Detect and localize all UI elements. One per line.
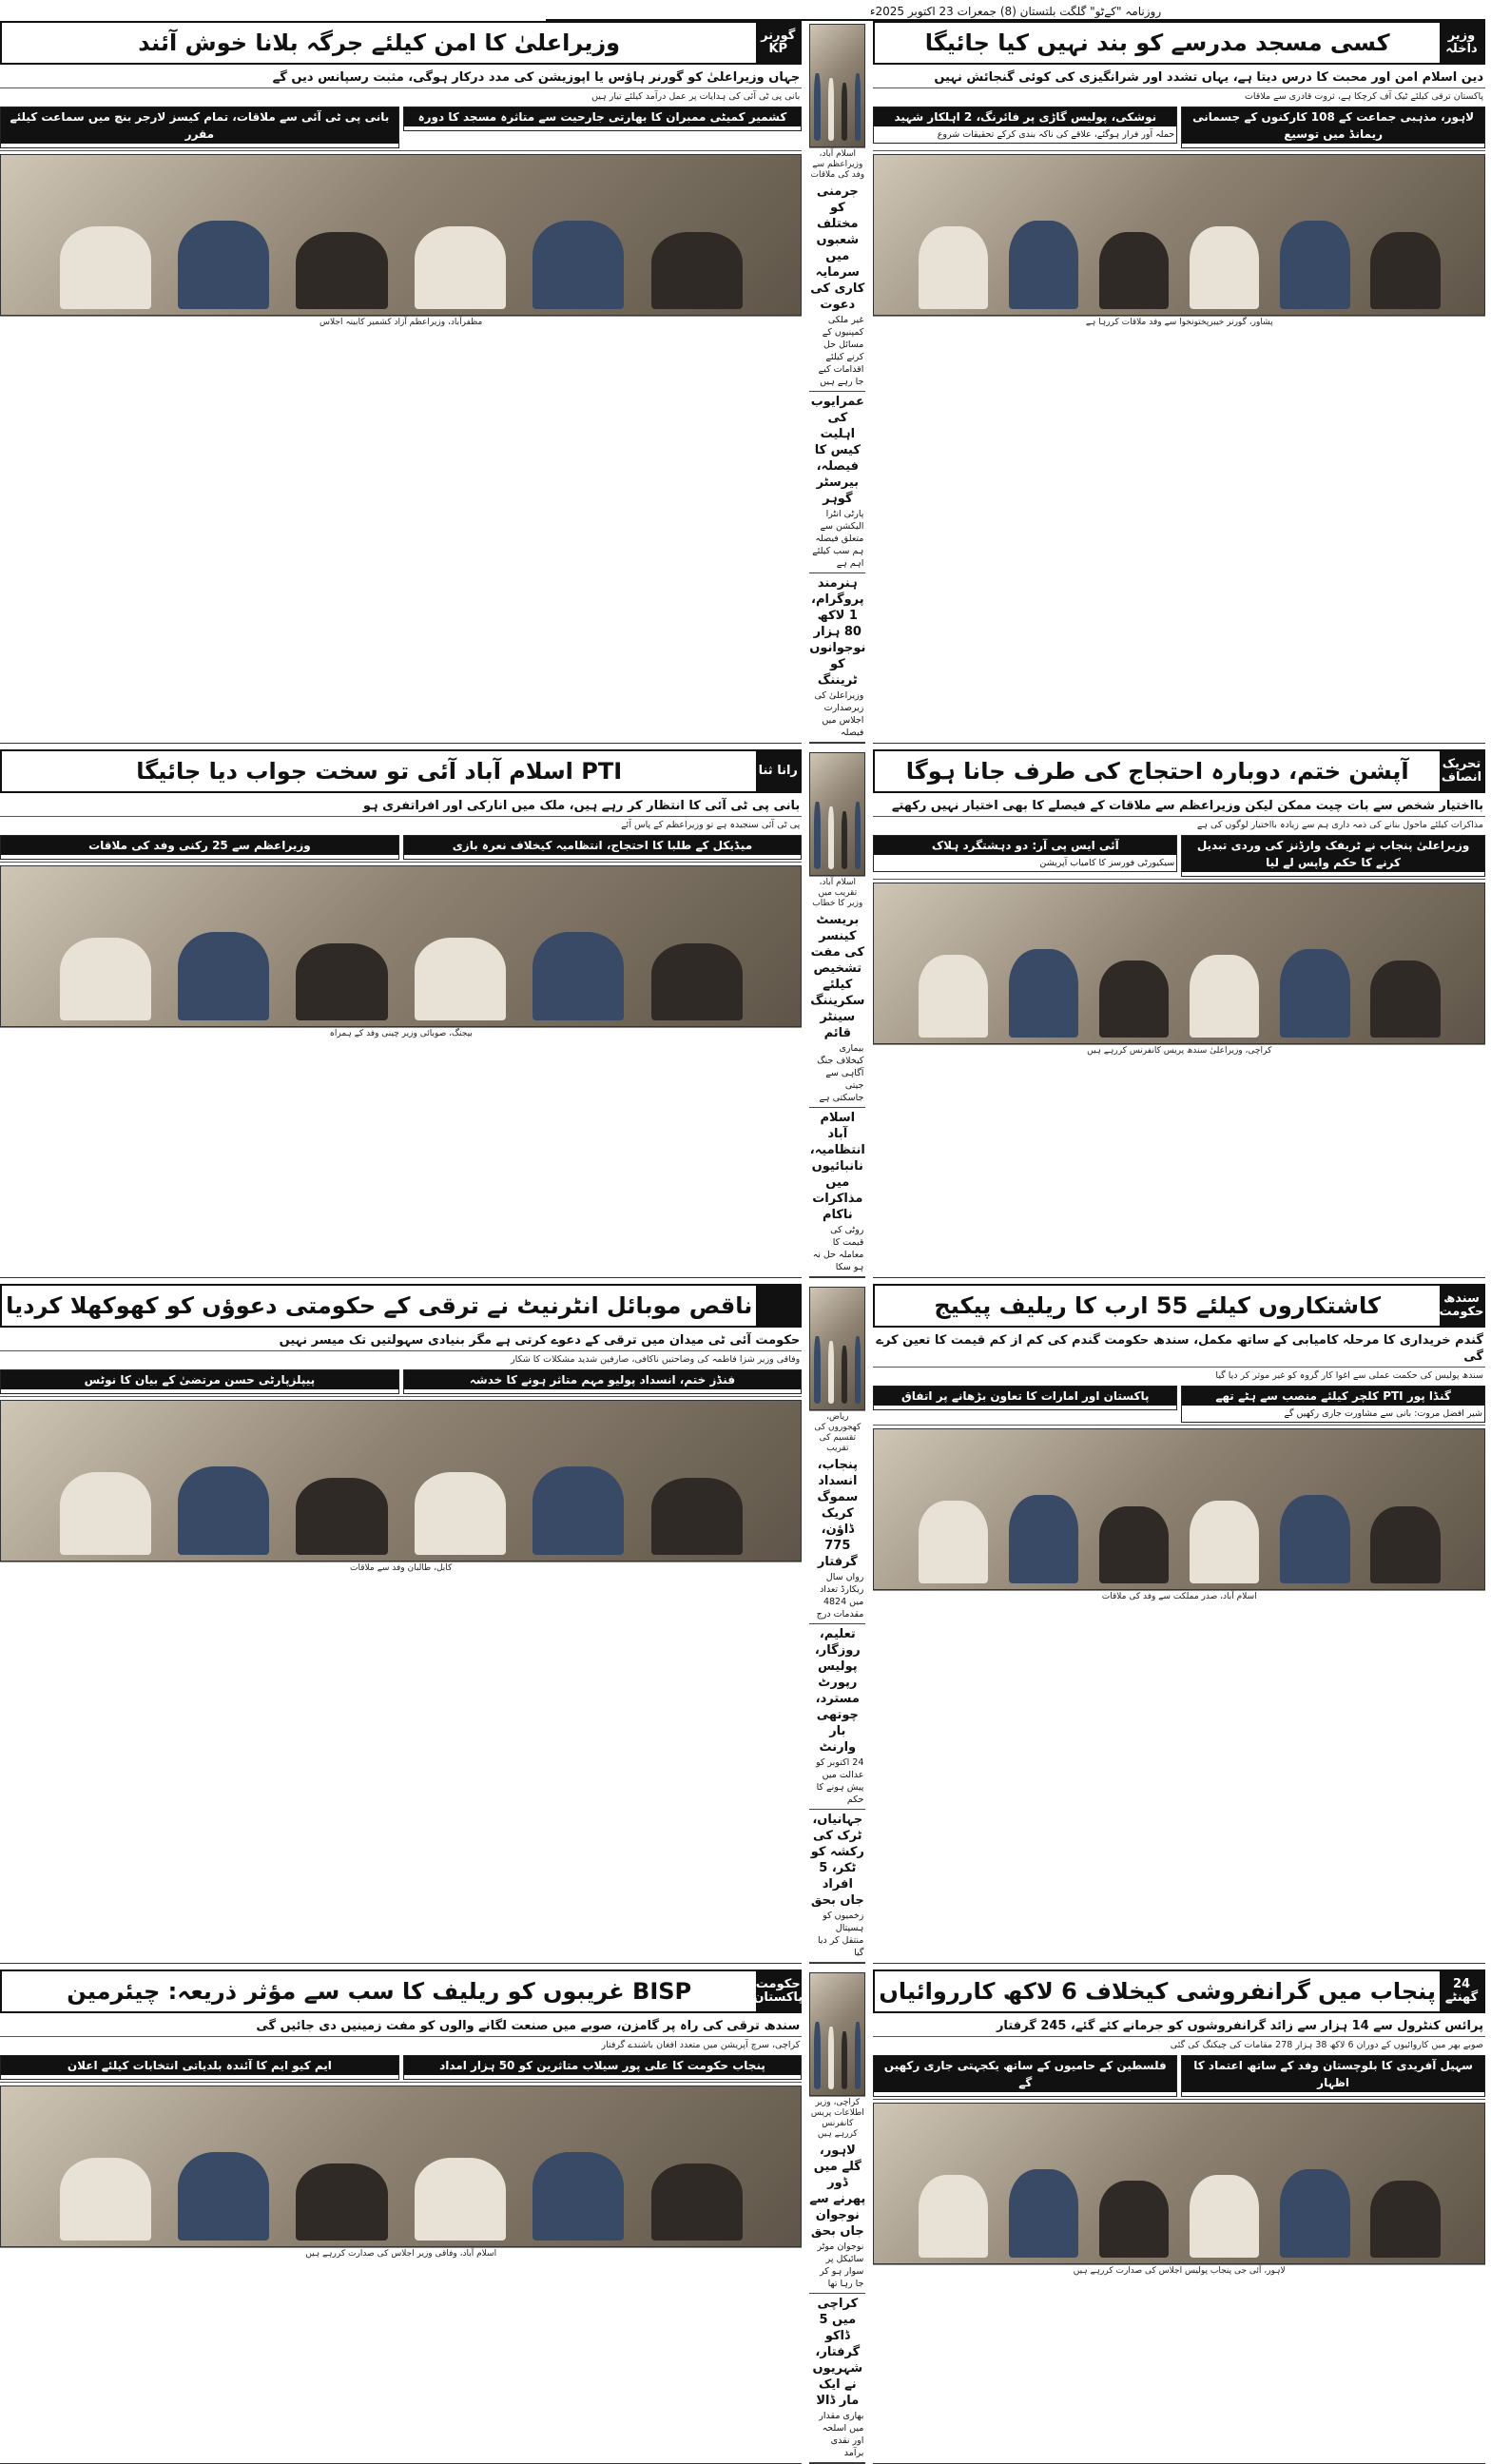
story-body: غیر ملکی کمپنیوں کے مسائل حل کرنے کیلئے اقدامات کیے جا رہے ہیں (818, 315, 864, 387)
news-photo (873, 2103, 1485, 2264)
person-figure (296, 943, 387, 1020)
section-tag: سندھ حکومت (1440, 1286, 1483, 1326)
box-headline: پنجاب حکومت کا علی پور سیلاب متاثرین کو 50 ہزار امداد (404, 2056, 802, 2075)
box-body (874, 1406, 1176, 1409)
news-box (873, 2055, 1177, 2097)
story-headline: بریسٹ کینسر کی مفت تشخیص کیلئے سکریننگ سینٹر قائم (810, 913, 865, 1040)
story-body: بیماری کیخلاف جنگ آگاہی سے جیتی جاسکتی ہے (817, 1043, 864, 1103)
news-box (873, 1386, 1177, 1410)
news-box (0, 107, 399, 148)
news-photo (0, 1400, 802, 1562)
person-figure (60, 2158, 151, 2241)
story-body: رواں سال ریکارڈ تعداد میں 4824 مقدمات درج (816, 1572, 864, 1620)
section-tag: تحریک انصاف (1440, 751, 1483, 791)
story-body: 24 اکتوبر کو عدالت میں پیش ہونے کا حکم (815, 1757, 864, 1805)
person-figure (1280, 1495, 1349, 1583)
person-figure (828, 1341, 835, 1404)
center-story (809, 1455, 865, 1624)
photo-caption: ریاض، کھجوروں کی تقسیم کی تقریب (809, 1410, 865, 1455)
sections-section (873, 1969, 1485, 2464)
main-headline: پنجاب میں گرانفروشی کیخلاف 6 لاکھ کارروائیاں (879, 1978, 1436, 2005)
sub-headline: دین اسلام امن اور محبت کا درس دیتا ہے، یہاں تشدد اور شرانگیزی کی کوئی گنجائش نہیں (873, 68, 1485, 88)
story-body: زخمیوں کو ہسپتال منتقل کر دیا گیا (817, 1911, 864, 1958)
center-column-section (809, 1969, 865, 2464)
person-figure (532, 2152, 624, 2241)
news-photo (0, 865, 802, 1027)
news-photo (0, 2086, 802, 2247)
person-figure (651, 2163, 743, 2241)
story-headline: عمرایوب کی اہلیت کیس کا فیصلہ، بیرسٹر گوہر (810, 395, 864, 506)
sub-headline: پرائس کنٹرول سے 14 ہزار سے زائد گرانفروشوں کو جرمانے کئے گئے، 245 گرفتار (873, 2016, 1485, 2037)
person-figure (1190, 955, 1259, 1038)
story-headline: ہنرمند پروگرام، 1 لاکھ 80 ہزار نوجوانوں کو ٹریننگ (809, 576, 866, 688)
person-figure (1370, 960, 1440, 1038)
person-figure (296, 1478, 387, 1555)
person-figure (1370, 1506, 1440, 1583)
box-headline: سہیل آفریدی کا بلوچستان وفد کے ساتھ اعتماد کا اظہار (1182, 2056, 1484, 2092)
story-body: صوبے بھر میں کاروائیوں کے دوران 6 لاکھ 38 ہزار 278 مقامات کی چیکنگ کی گئی (1170, 2040, 1483, 2050)
story-body: سندھ پولیس کی حکمت عملی سے اغوا کار گروہ کو غیر موثر کر دیا گیا (1215, 1370, 1483, 1381)
boxed-stories (873, 2053, 1485, 2100)
story-headline: جہانیاں، ٹرک کی رکشہ کو ٹکر، 5 افراد جاں بحق (810, 1813, 864, 1908)
headline-banner (0, 749, 802, 793)
newspaper-page (6, 0, 1491, 2458)
person-figure (1370, 2181, 1440, 2258)
center-story (809, 2294, 865, 2463)
center-story (809, 1810, 865, 1963)
story-body: پی ٹی آئی سنجیدہ ہے تو وزیراعظم کے پاس آئے (621, 820, 801, 830)
person-figure (651, 943, 743, 1020)
box-body: حملہ آور فرار ہوگئے، علاقے کی ناکہ بندی کرکے تحقیقات شروع (937, 129, 1175, 140)
center-story (809, 573, 865, 743)
box-headline: وزیراعظم سے 25 رکنی وفد کی ملاقات (1, 836, 398, 855)
center-story (809, 910, 865, 1108)
center-column-section (809, 749, 865, 1278)
person-figure (415, 938, 506, 1020)
box-headline: پیپلزپارٹی حسن مرتضیٰ کے بیان کا نوٹس (1, 1370, 398, 1389)
person-figure (842, 2031, 848, 2089)
center-story (809, 1108, 865, 1277)
sections-section (873, 749, 1485, 1278)
boxed-stories (0, 1368, 802, 1397)
section-tag: گورنر KP (756, 23, 800, 63)
sections-section (873, 21, 1485, 744)
person-figure (1280, 221, 1349, 309)
news-box (1181, 1386, 1485, 1423)
photo-caption: کراچی، وزیر اطلاعات پریس کانفرنس کررہے ہیں (810, 2098, 864, 2139)
person-figure (1009, 1495, 1078, 1583)
main-headline: PTI اسلام آباد آئی تو سخت جواب دیا جائیگا (136, 758, 623, 785)
person-figure (1370, 232, 1440, 309)
box-body (404, 126, 802, 130)
news-photo (873, 154, 1485, 316)
center-story (809, 392, 865, 573)
headline-banner (873, 21, 1485, 65)
photo-caption: کراچی، وزیراعلیٰ سندھ پریس کانفرنس کررہے ہیں (873, 1044, 1485, 1057)
box-body (404, 855, 802, 859)
box-body (404, 2075, 802, 2079)
photo-caption: لاہور، آئی جی پنجاب پولیس اجلاس کی صدارت کررہے ہیں (873, 2264, 1485, 2278)
photo-caption: مظفرآباد، وزیراعظم آزاد کشمیر کابینہ اجلاس (0, 316, 802, 329)
person-figure (1280, 2169, 1349, 2258)
story-headline: جرمنی کو مختلف شعبوں میں سرمایہ کاری کی دعوت (810, 184, 865, 312)
story-body: پاکستان ترقی کیلئے ٹیک آف کرچکا ہے، ثروت قادری سے ملاقات (1244, 91, 1483, 102)
person-figure (828, 806, 835, 869)
person-figure (814, 1336, 821, 1404)
news-box (0, 2055, 399, 2080)
person-figure (919, 1501, 988, 1583)
box-body (874, 2092, 1176, 2096)
section-tag: 24 گھنٹے (1440, 1971, 1483, 2011)
section-tag: وزیر داخلہ (1440, 23, 1483, 63)
person-figure (828, 78, 835, 141)
story-body: بانی پی ٹی آئی کی ہدایات پر عمل درآمد کیلئے تیار ہیں (591, 91, 801, 102)
section-tag: رانا ثنا (756, 751, 800, 791)
story-body: پارٹی انٹرا الیکشن سے متعلق فیصلہ ہم سب کیلئے اہم ہے (812, 509, 864, 569)
box-body (404, 1389, 802, 1393)
boxed-stories (0, 105, 802, 151)
sub-headline: بااختیار شخص سے بات چیت ممکن لیکن وزیراعظم سے ملاقات کے فیصلے کا بھی اختیار نہیں رکھتے (873, 796, 1485, 817)
main-headline: کاشتکاروں کیلئے 55 ارب کا ریلیف پیکیج (934, 1292, 1381, 1319)
story-headline: اسلام آباد انتظامیہ، نانبائیوں میں مذاکرات ناکام (809, 1111, 865, 1222)
box-headline: گنڈا پور PTI کلچر کیلئے منصب سے ہٹے تھے (1182, 1387, 1484, 1406)
person-figure (60, 1472, 151, 1555)
main-headline: وزیراعلیٰ کا امن کیلئے جرگہ بلانا خوش آئند (138, 29, 621, 56)
masthead: روزنامہ "کےٹو" گلگت بلتستان (8) جمعرات 23 اکتوبر 2025ء (546, 4, 1485, 21)
news-box (1181, 2055, 1485, 2097)
person-figure (178, 932, 269, 1020)
center-column-section (809, 1284, 865, 1964)
center-column-section (809, 21, 865, 744)
left-section (0, 749, 802, 1278)
person-figure (1099, 2181, 1169, 2258)
box-headline: کشمیر کمیٹی ممبران کا بھارتی جارحیت سے متاثرہ مسجد کا دورہ (404, 107, 802, 126)
center-story (809, 1624, 865, 1810)
box-body (1, 144, 398, 147)
box-headline: لاہور، مذہبی جماعت کے 108 کارکنوں کے جسمانی ریمانڈ میں توسیع (1182, 107, 1484, 144)
person-figure (178, 1466, 269, 1555)
page-grid (6, 21, 1485, 2458)
person-figure (1009, 2169, 1078, 2258)
person-figure (1190, 226, 1259, 309)
person-figure (1190, 1501, 1259, 1583)
headline-banner (873, 1969, 1485, 2013)
news-box (403, 835, 803, 860)
person-figure (532, 221, 624, 309)
sub-headline: حکومت آئی ٹی میدان میں ترقی کے دعوے کرتی ہے مگر بنیادی سہولتیں تک میسر نہیں (0, 1330, 802, 1351)
headline-banner (0, 1969, 802, 2013)
section-tag: حکومت پاکستان (756, 1971, 800, 2011)
person-figure (1009, 221, 1078, 309)
story-body: روٹی کی قیمت کا معاملہ حل نہ ہو سکا (812, 1225, 864, 1272)
photo-caption: پشاور، گورنر خیبرپختونخوا سے وفد ملاقات کررہا ہے (873, 316, 1485, 329)
box-body (1182, 144, 1484, 147)
person-figure (178, 221, 269, 309)
boxed-stories (0, 833, 802, 863)
person-figure (651, 232, 743, 309)
box-headline: فلسطین کے حامیوں کے ساتھ یکجہتی جاری رکھیں گے (874, 2056, 1176, 2092)
box-body (1, 855, 398, 859)
person-figure (814, 73, 821, 141)
person-figure (1099, 960, 1169, 1038)
news-photo (809, 24, 865, 147)
headline-banner (0, 1284, 802, 1328)
box-body (1, 2075, 398, 2079)
sub-headline: بانی پی ٹی آئی کا انتظار کر رہے ہیں، ملک میں انارکی اور افراتفری ہو (0, 796, 802, 817)
box-headline: میڈیکل کے طلبا کا احتجاج، انتظامیہ کیخلاف نعرہ بازی (404, 836, 802, 855)
news-box (0, 1369, 399, 1394)
headline-banner (873, 1284, 1485, 1328)
photo-caption: اسلام آباد، وفاقی وزیر اجلاس کی صدارت کررہے ہیں (0, 2247, 802, 2260)
headline-banner (0, 21, 802, 65)
story-body: مذاکرات کیلئے ماحول بنانے کی ذمہ داری ہم سے زیادہ بااختیار لوگوں کی ہے (1196, 820, 1483, 830)
sub-headline: سندھ ترقی کی راہ پر گامزن، صوبے میں صنعت لگانے والوں کو مفت زمینیں دی جائیں گی (0, 2016, 802, 2037)
person-figure (1280, 949, 1349, 1038)
left-section (0, 21, 802, 744)
boxed-stories (873, 1384, 1485, 1426)
news-box (1181, 835, 1485, 877)
person-figure (855, 73, 862, 141)
box-headline: نوشکی، پولیس گاڑی پر فائرنگ، 2 اہلکار شہید (874, 107, 1176, 126)
story-body: کراچی، سرچ آپریشن میں متعدد افغان باشندے گرفتار (601, 2040, 801, 2050)
main-headline: BISP غریبوں کو ریلیف کا سب سے مؤثر ذریعہ: چیئرمین (67, 1978, 692, 2005)
left-section (0, 1969, 802, 2464)
story-headline: پنجاب، انسداد سموگ کریک ڈاؤن، 775 گرفتار (817, 1458, 859, 1569)
person-figure (1190, 2175, 1259, 2258)
box-body (1182, 2092, 1484, 2096)
person-figure (532, 1466, 624, 1555)
box-headline: بانی پی ٹی آئی سے ملاقات، تمام کیسز لارجر بنچ میں سماعت کیلئے مقرر (1, 107, 398, 144)
box-headline: آئی ایس پی آر: دو دہشتگرد ہلاک (874, 836, 1176, 855)
person-figure (842, 83, 848, 141)
box-headline: ایم کیو ایم کا آئندہ بلدیاتی انتخابات کیلئے اعلان (1, 2056, 398, 2075)
sub-headline: جہاں وزیراعلیٰ کو گورنر ہاؤس یا اپوزیشن کی مدد درکار ہوگی، مثبت رسپانس دیں گے (0, 68, 802, 88)
person-figure (532, 932, 624, 1020)
person-figure (842, 1346, 848, 1404)
news-photo (809, 1287, 865, 1410)
box-headline: فنڈز ختم، انسداد پولیو مہم متاثر ہونے کا خدشہ (404, 1370, 802, 1389)
boxed-stories (873, 833, 1485, 880)
main-headline: ناقص موبائل انٹرنیٹ نے ترقی کے حکومتی دعوؤں کو کھوکھلا کردیا (6, 1292, 753, 1319)
center-story (809, 182, 865, 392)
news-photo (809, 752, 865, 876)
person-figure (855, 1336, 862, 1404)
news-box (873, 835, 1177, 872)
news-box (0, 835, 399, 860)
box-headline: پاکستان اور امارات کا تعاون بڑھانے پر اتفاق (874, 1387, 1176, 1406)
person-figure (919, 226, 988, 309)
photo-caption: بیجنگ، صوبائی وزیر چینی وفد کے ہمراہ (0, 1027, 802, 1040)
person-figure (814, 802, 821, 869)
box-body: سیکیورٹی فورسز کا کامیاب آپریشن (1039, 858, 1175, 868)
left-section (0, 1284, 802, 1964)
person-figure (60, 226, 151, 309)
headline-banner (873, 749, 1485, 793)
person-figure (296, 2163, 387, 2241)
news-photo (873, 883, 1485, 1044)
news-box (403, 2055, 803, 2080)
person-figure (855, 802, 862, 869)
story-body: وفاقی وزیر شزا فاطمہ کی وضاحتیں ناکافی، صارفین شدید مشکلات کا شکار (510, 1354, 801, 1365)
section-tag (756, 1286, 800, 1326)
news-photo (809, 1972, 865, 2096)
story-body: بھاری مقدار میں اسلحہ اور نقدی برآمد (819, 2411, 864, 2458)
news-photo (873, 1428, 1485, 1590)
news-box (1181, 107, 1485, 148)
sub-headline: گندم خریداری کا مرحلہ کامیابی کے ساتھ مکمل، سندھ حکومت گندم کی کم از کم قیمت کا تعین کرے گی (873, 1330, 1485, 1368)
story-body: نوجوان موٹر سائیکل پر سوار ہو کر جا رہا تھا (817, 2241, 864, 2289)
box-body (1, 1389, 398, 1393)
person-figure (1099, 1506, 1169, 1583)
photo-caption: کابل، طالبان وفد سے ملاقات (0, 1562, 802, 1575)
person-figure (828, 2027, 835, 2089)
person-figure (651, 1478, 743, 1555)
story-headline: تعلیم، روزگار، پولیس رپورٹ مسترد، چوتھی بار وارنٹ (814, 1627, 861, 1755)
main-headline: آپشن ختم، دوبارہ احتجاج کی طرف جانا ہوگا (905, 758, 1409, 785)
story-headline: کراچی میں 5 ڈاکو گرفتار، شہریوں نے ایک مار ڈالا (812, 2297, 863, 2408)
story-body: وزیراعلیٰ کی زیرصدارت اجلاس میں فیصلہ (814, 690, 864, 738)
box-body: شیر افضل مروت: بانی سے مشاورت جاری رکھیں گے (1284, 1408, 1482, 1419)
boxed-stories (0, 2053, 802, 2083)
person-figure (415, 226, 506, 309)
boxed-stories (873, 105, 1485, 151)
person-figure (919, 955, 988, 1038)
box-body (1182, 872, 1484, 876)
person-figure (855, 2022, 862, 2089)
person-figure (296, 232, 387, 309)
person-figure (814, 2022, 821, 2089)
person-figure (1009, 949, 1078, 1038)
person-figure (415, 1472, 506, 1555)
news-box (403, 1369, 803, 1394)
photo-caption: اسلام آباد، تقریب میں وزیر کا خطاب (809, 876, 865, 910)
person-figure (415, 2158, 506, 2241)
photo-caption: اسلام آباد، صدر مملکت سے وفد کی ملاقات (873, 1590, 1485, 1603)
box-headline: وزیراعلیٰ پنجاب نے ٹریفک وارڈنز کی وردی تبدیل کرنے کا حکم واپس لے لیا (1182, 836, 1484, 872)
person-figure (178, 2152, 269, 2241)
sections-section (873, 1284, 1485, 1964)
person-figure (842, 811, 848, 869)
person-figure (919, 2175, 988, 2258)
person-figure (1099, 232, 1169, 309)
news-box (403, 107, 803, 131)
news-box (873, 107, 1177, 144)
story-headline: لاہور، گلے میں ڈور پھرنے سے نوجوان جاں بحق (809, 2144, 866, 2239)
main-headline: کسی مسجد مدرسے کو بند نہیں کیا جائیگا (924, 29, 1390, 56)
news-photo (0, 154, 802, 316)
photo-caption: اسلام آباد، وزیراعظم سے وفد کی ملاقات (810, 149, 865, 180)
center-story (809, 2141, 865, 2294)
person-figure (60, 938, 151, 1020)
